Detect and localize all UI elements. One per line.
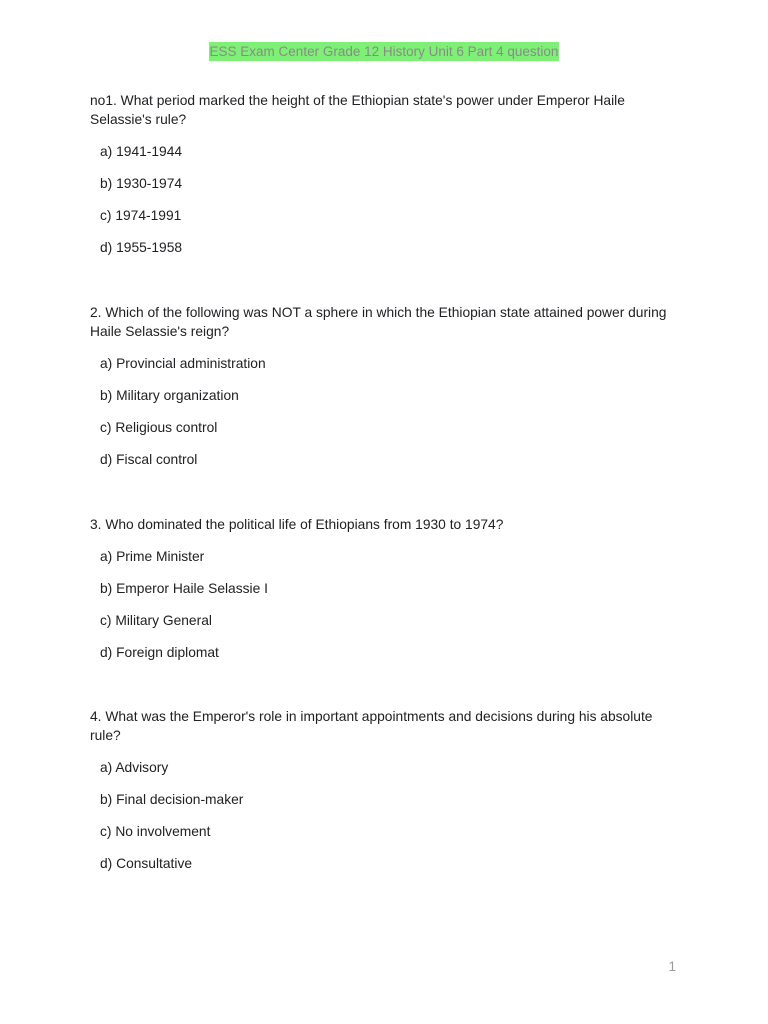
question-stem: 4. What was the Emperor's role in important appointments and decisions during his absolute rule? [90,709,653,743]
answer-option: a) Provincial administration [100,356,266,371]
question-stem: 2. Which of the following was NOT a sphere in which the Ethiopian state attained power during Haile Selassie's reign? [90,305,667,339]
answer-option: d) Foreign diplomat [100,645,219,660]
answer-option: a) Advisory [100,760,169,775]
page-number: 1 [668,959,676,974]
answer-option: c) Religious control [100,420,218,435]
question-1 [90,91,680,257]
answer-option: b) Final decision-maker [100,792,244,807]
document-header [0,44,768,59]
answer-option: b) Military organization [100,388,239,403]
answer-option: d) Consultative [100,856,193,871]
question-2 [90,303,680,469]
answer-option: b) Emperor Haile Selassie I [100,581,268,596]
answer-option: c) 1974-1991 [100,208,182,223]
answer-option: a) 1941-1944 [100,144,183,159]
document-title-highlighted: ESS Exam Center Grade 12 History Unit 6 Part 4 question [209,44,559,59]
answer-option: d) 1955-1958 [100,240,183,255]
answer-option: c) Military General [100,613,212,628]
question-stem: 3. Who dominated the political life of Ethiopians from 1930 to 1974? [90,517,504,532]
answer-option: b) 1930-1974 [100,176,183,191]
answer-option: d) Fiscal control [100,452,198,467]
question-stem: no1. What period marked the height of the Ethiopian state's power under Emperor Haile Selassie's rule? [90,93,625,127]
question-3 [90,515,680,662]
answer-option: c) No involvement [100,824,211,839]
answer-option: a) Prime Minister [100,549,205,564]
question-4 [90,707,680,873]
